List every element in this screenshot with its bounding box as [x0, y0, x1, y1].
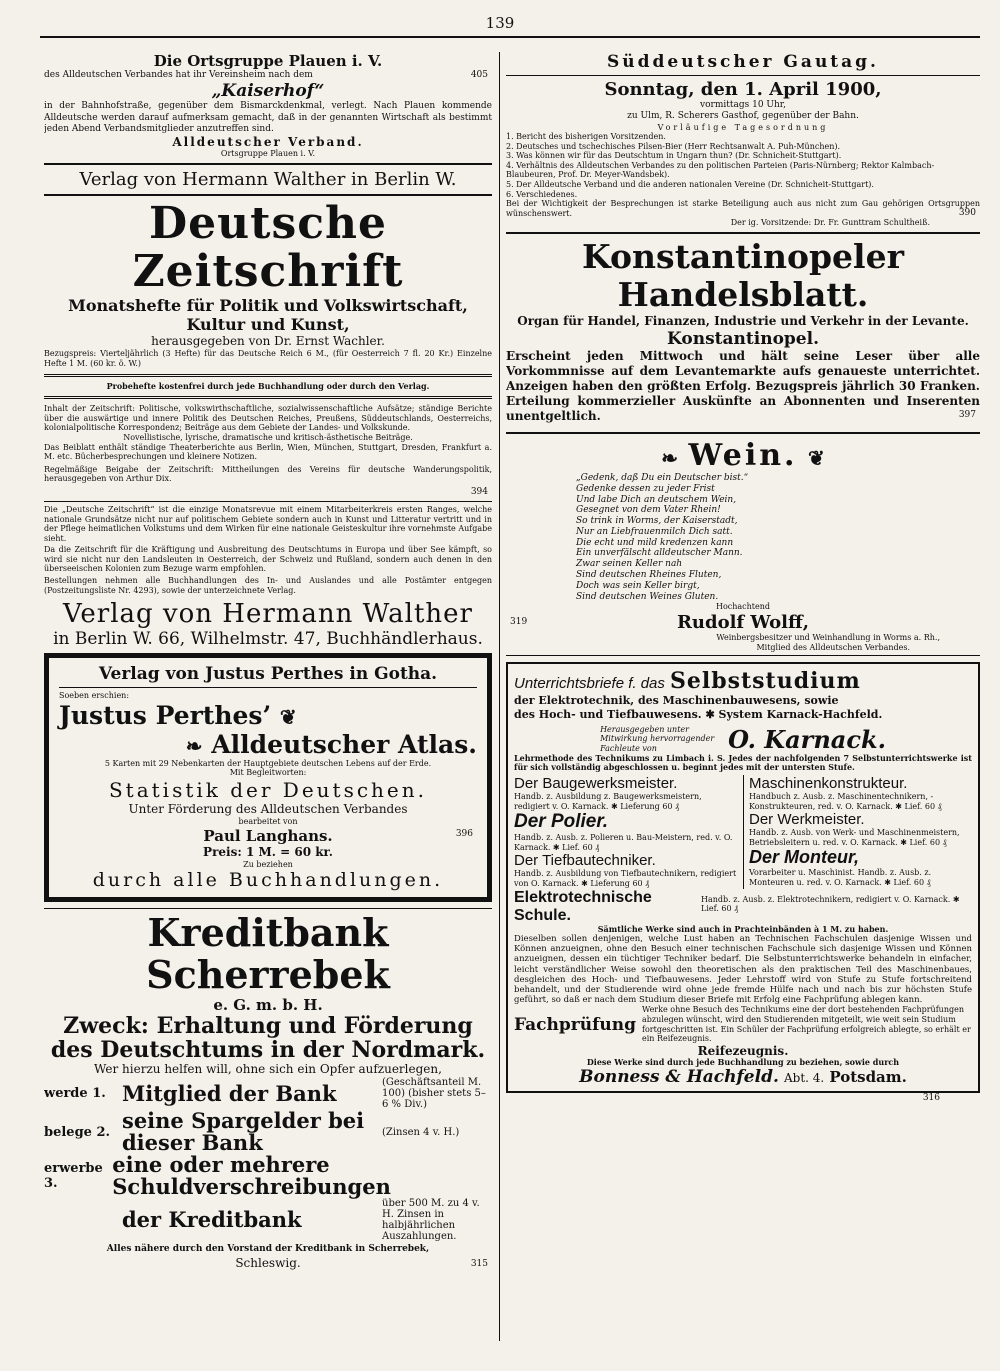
ortsgruppe-sign2: Ortsgruppe Plauen i. V. — [220, 149, 316, 158]
dz-novellistische: Novellistische, lyrische, dramatische und kritisch-ästhetische Beiträge. — [123, 432, 413, 442]
ortsgruppe-body: in der Bahnhofstraße, gegenüber dem Bismarckdenkmal, verlegt. Nach Plauen kommende Alldeutsche werden darauf aufmerksam gemacht, daß in der genannten Wirtschaft als bestimmt jeden Abend Verbandsmitglieder anzutreffen sind. — [44, 101, 492, 134]
karnack-work-5: Der Werkmeister. — [749, 811, 865, 829]
dz-verlag: Verlag von Hermann Walther — [63, 599, 473, 630]
dz-beigabe: Regelmäßige Beigabe der Zeitschrift: Mittheilungen des Vereins für deutsche Wanderungspolitik, herausgegeben von Arthur Dix. — [44, 464, 492, 484]
karnack-work-2: Der Polier. — [514, 811, 608, 833]
perthes-zu: Zu beziehen — [243, 859, 293, 869]
perthes-mit: Mit Begleitworten: — [229, 768, 307, 778]
dz-address: in Berlin W. 66, Wilhelmstr. 47, Buchhändlerhaus. — [53, 629, 483, 650]
perthes-atlas-ad — [44, 653, 492, 902]
perthes-preis: Preis: 1 M. = 60 kr. — [203, 844, 333, 859]
wein-desc: Weinbergsbesitzer und Weinhandlung in Worms a. Rh., — [716, 633, 940, 643]
dz-subtitle: Monatshefte für Politik und Volkswirtschaft, — [68, 296, 468, 316]
karnack-work-2-desc: Handb. z. Ausb. z. Polieren u. Bau-Meistern, red. v. O. Karnack. ✱ Lief. 60 ₰ — [514, 833, 733, 852]
karnack-work-7-desc: Handb. z. Ausb. z. Elektrotechnikern, redigiert v. O. Karnack. ✱ Lief. 60 ₰ — [701, 894, 960, 914]
perthes-unter: Unter Förderung des Alldeutschen Verbandes — [128, 802, 408, 817]
perthes-durch: durch alle Buchhandlungen. — [92, 869, 444, 892]
karnack-work-7: Elektrotechnische Schule. — [514, 888, 652, 924]
karnack-work-1: Der Baugewerksmeister. — [514, 774, 678, 792]
kredit-rows — [44, 1077, 492, 1242]
divider — [44, 374, 492, 377]
gautag-place: zu Ulm, R. Scherers Gasthof, gegenüber der Bahn. — [627, 111, 859, 122]
dz-inhalt: Inhalt der Zeitschrift: Politische, volkswirthschaftliche, sozialwissenschaftliche Aufsätze; ständige Berichte über die auswärtige und innere Politik des Deutschen Reiches, Preußens, Süddeutschlands, Oesterreichs, kolonialpolitische Korrespondenz; Beiträge aus dem Gebiete der Landes- und Volkskunde. — [44, 404, 492, 433]
perthes-desc: 5 Karten mit 29 Nebenkarten der Hauptgebiete deutschen Lebens auf der Erde. — [104, 758, 432, 768]
poem-line: Ein unverfälscht alldeutscher Mann. — [576, 548, 743, 559]
kredit-place: Schleswig. — [235, 1255, 301, 1270]
perthes-title-2: Alldeutscher Atlas. — [211, 729, 477, 759]
perthes-head: Verlag von Justus Perthes in Gotha. — [98, 664, 438, 685]
poem-line: Und labe Dich an deutschem Wein, — [576, 494, 737, 505]
ortsgruppe-title: Die Ortsgruppe Plauen i. V. — [153, 52, 383, 70]
poem-line: Doch was sein Keller birgt, — [576, 580, 700, 591]
ornament-icon: ❧ — [661, 445, 679, 470]
wein-ref: 319 — [510, 617, 528, 628]
dz-subtitle2: Kultur und Kunst, — [186, 315, 350, 335]
divider — [44, 908, 492, 909]
dz-paragraph-3: Bestellungen nehmen alle Buchhandlungen des In- und Auslandes und alle Postämter entgegen (Postzeitungsliste Nr. 4293), sowie der unterzeichnete Verlag. — [44, 576, 492, 595]
ornament-icon: ❦ — [807, 445, 825, 470]
ortsgruppe-line1: des Alldeutschen Verbandes hat ihr Vereinsheim nach dem — [44, 70, 313, 80]
karnack-body: Dieselben sollen denjenigen, welche Lust haben an Technischen Fachschulen dasjenige Wissen und Können anzueignen, ohne den Besuch einer technischen Fachschule sich dasjenige Wissen und Können anzueignen, dessen ein tüchtiger Techniker bedarf. Die Selbstunterrichtswerke behandeln in einfacher, leicht verständlicher Weise sowohl den theoretischen als den praktischen Teil des Maschinenbaues, desgleichen des Hoch- und Tiefbauwesens. Jeder Lehrstoff wird von Stufe zu Stufe fortschreitend behandelt, und der Studierende wird ohne jede fremde Hülfe nach und nach bis zur höchsten Stufe geführt, so daß er nach dem Studium dieser Briefe mit Erfolg eine Fachprüfung ablegen kann. — [514, 934, 972, 1006]
karnack-head3: des Hoch- und Tiefbauwesens. ✱ System Karnack-Hachfeld. — [514, 708, 883, 721]
kredit-row — [44, 1110, 492, 1154]
dz-paragraph-1: Die „Deutsche Zeitschrift“ ist die einzige Monatsrevue mit einem Mitarbeiterkreis ersten Ranges, welche nationale Grundsätze nicht nur auf politischem Gebiete sondern auch in Kunst und Litteratur vertritt und in der Pflege heimatlichen Volkstums und dem Wirken für eine nationale Geisteskultur ihre vornehmste Aufgabe sieht. — [44, 504, 492, 543]
kredit-row-text: der Kreditbank — [122, 1207, 302, 1233]
poem-line: So trink in Worms, der Kaiserstadt, — [576, 516, 738, 527]
karnack-fach: Fachprüfung — [514, 1014, 636, 1035]
konst-body: Erscheint jeden Mittwoch und hält seine Leser über alle Vorkommnisse auf dem Levantemarkte aufs genaueste unterrichtet. Anzeigen haben den größten Erfolg. Bezugspreis jährlich 30 Franken. Erteilung kommerzieller Auskünfte an Abonnenten und Inserenten unentgeltlich. — [506, 348, 980, 423]
karnack-work-4-desc: Handbuch z. Ausb. z. Maschinentechnikern, -Konstrukteuren, red. v. O. Karnack. ✱ Lief. 60 ₰ — [749, 791, 942, 811]
karnack-work-1-desc: Handb. z. Ausbildung z. Baugewerksmeistern, redigiert v. O. Karnack. ✱ Lieferung 60 ₰ — [514, 791, 702, 811]
divider — [59, 687, 477, 688]
kredit-title: Kreditbank Scherrebek — [146, 910, 390, 998]
ortsgruppe-name: „Kaiserhof“ — [211, 81, 325, 102]
gautag-agenda — [506, 132, 980, 199]
poem-line: Die echt und mild kredenzen kann — [576, 537, 734, 548]
kredit-row-text: seine Spargelder bei dieser Bank — [122, 1108, 365, 1156]
dz-bezugspreis: Bezugspreis: Vierteljährlich (3 Hefte) für das Deutsche Reich 6 M., (für Oesterreich 7 fl. 20 Kr.) Einzelne Hefte 1 M. (60 kr. ö. W.) — [44, 349, 492, 368]
gautag-ref: 390 — [958, 208, 976, 219]
karnack-body2: Werke ohne Besuch des Technikums eine der dort bestehenden Fachprüfungen abzulegen wünscht, wird den Studierenden mitgeteilt, wie weit sein Studium fortgeschritten ist. Ein Schüler der Fachprüfung erfolgreich ablegte, so erhält er ein Reifezeugnis. — [642, 1005, 971, 1044]
karnack-ref: 316 — [922, 1093, 940, 1104]
wein-name: Rudolf Wolff, — [676, 612, 810, 634]
agenda-item: 5. Der Alldeutsche Verband und die anderen nationalen Vereine (Dr. Schnicheit-Stuttgart). — [506, 180, 874, 190]
dz-editor: herausgegeben von Dr. Ernst Wachler. — [151, 334, 385, 349]
karnack-hg: Herausgegeben unter Mitwirkung hervorragender Fachleute von — [600, 724, 715, 754]
karnack-lehr: Lehrmethode des Technikums zu Limbach i. S. Jedes der nachfolgenden 7 Selbstunterrichtswerke ist für sich vollständig abgeschlossen u. beginnt jedes mit der untersten Stufe. — [514, 752, 972, 773]
kredit-row-aside: (Zinsen 4 v. H.) — [382, 1126, 460, 1138]
dz-ref: 394 — [470, 486, 488, 497]
poem-line: Sind deutschen Rheines Fluten, — [576, 570, 722, 581]
kredit-row — [44, 1198, 492, 1242]
dz-probehefte: Probehefte kostenfrei durch jede Buchhandlung oder durch den Verlag. — [106, 380, 430, 391]
poem-line: „Gedenk, daß Du ein Deutscher bist.“ — [576, 472, 749, 483]
ornament-icon: ❧ — [185, 733, 203, 758]
agenda-item: 4. Verhältnis des Alldeutschen Verbandes zu den politischen Parteien (Paris-Nürnberg; Rektor Kalmbach-Blaubeuren, Prof. Dr. Meyer-Wandsbek). — [506, 160, 935, 180]
konst-ref: 397 — [958, 409, 976, 420]
gautag-date: Sonntag, den 1. April 1900, — [604, 79, 882, 100]
ortsgruppe-notice — [44, 52, 492, 159]
agenda-item: 2. Deutsches und tschechisches Pilsen-Bier (Herr Rechtsanwalt A. Puh-München). — [506, 141, 841, 151]
wein-poem — [506, 473, 980, 603]
poem-line: Gedenke dessen zu jeder Frist — [576, 483, 715, 494]
karnack-abt: Abt. 4. — [783, 1071, 825, 1086]
divider — [506, 75, 980, 76]
column-divider — [499, 52, 500, 1341]
verlag-walther-head: Verlag von Hermann Walther in Berlin W. — [79, 168, 457, 190]
perthes-statistik: Statistik der Deutschen. — [108, 778, 428, 803]
divider — [44, 396, 492, 399]
kredit-zweck: Zweck: Erhaltung und Förderung — [63, 1012, 473, 1039]
kredit-row-label: erwerbe 3. — [44, 1161, 103, 1192]
karnack-head1: Unterrichtsbriefe f. das — [514, 675, 665, 693]
page-number: 139 — [485, 14, 515, 32]
kreditbank-ad — [44, 912, 492, 1270]
divider — [506, 232, 980, 234]
gautag-notice — [506, 52, 980, 228]
perthes-soeben: Soeben erschien: — [59, 691, 130, 701]
kredit-row-label: werde 1. — [44, 1086, 106, 1102]
dz-beiblatt: Das Beiblatt enthält ständige Theaterberichte aus Berlin, Wien, München, Stuttgart, Dresden, Frankfurt a. M. etc. Bücherbesprechungen und kleinere Notizen. — [44, 442, 492, 462]
poem-line: Nur an Liebfrauenmilch Dich satt. — [576, 526, 733, 537]
kredit-alles: Alles nähere durch den Vorstand der Kreditbank in Scherrebek, — [106, 1244, 430, 1255]
gautag-time: vormittags 10 Uhr, — [700, 100, 786, 110]
karnack-work-6: Der Monteur, — [749, 847, 860, 868]
karnack-city: Potsdam. — [829, 1068, 907, 1087]
agenda-item: 1. Bericht des bisherigen Vorsitzenden. — [506, 132, 666, 142]
kredit-row-text: eine oder mehrere Schuldverschreibungen — [112, 1152, 391, 1200]
karnack-work-4: Maschinenkonstrukteur. — [749, 774, 908, 792]
kredit-row-aside: (Geschäftsanteil M. 100) (bisher stets 5–6 % Div.) — [382, 1077, 486, 1111]
karnack-work-6-desc: Vorarbeiter u. Maschinist. Handb. z. Ausb. z. Monteuren u. red. v. O. Karnack. ✱ Lief. 60 ₰ — [749, 868, 932, 887]
kredit-row-label: belege 2. — [44, 1124, 111, 1140]
gautag-title: Süddeutscher Gautag. — [607, 52, 879, 72]
divider — [44, 501, 492, 502]
top-rule — [40, 36, 980, 38]
deutsche-zeitschrift-ad — [44, 197, 492, 650]
perthes-ref: 396 — [455, 828, 473, 839]
konst-title: Konstantinopeler Handelsblatt. — [582, 237, 904, 314]
dz-title: Deutsche Zeitschrift — [132, 197, 404, 297]
konst-city: Konstantinopel. — [667, 328, 819, 349]
perthes-author: Paul Langhans. — [203, 826, 333, 845]
divider — [44, 194, 492, 196]
divider — [506, 655, 980, 656]
poem-line: Gesegnet von dem Vater Rhein! — [576, 505, 721, 516]
karnack-ad — [506, 662, 980, 1093]
karnack-head1b: Selbststudium — [670, 668, 861, 695]
karnack-name: O. Karnack. — [728, 724, 886, 754]
kredit-ref: 315 — [470, 1258, 488, 1269]
konstantinopel-ad — [506, 238, 980, 428]
dz-paragraph-2: Da die Zeitschrift für die Kräftigung und Ausbreitung des Deutschtums in Europa und über See kämpft, so wird sie nicht nur den Landsleuten in Oesterreich, der Schweiz und Rußland, sondern auch denen in den überseeischen Kolonien zum Bezuge warm empfohlen. — [44, 545, 492, 574]
wein-hoch: Hochachtend — [715, 602, 771, 612]
karnack-reife: Reifezeugnis. — [697, 1043, 789, 1058]
perthes-title-1: Justus Perthes’ — [59, 700, 272, 730]
karnack-work-3: Der Tiefbautechniker. — [514, 852, 656, 870]
konst-organ: Organ für Handel, Finanzen, Industrie und Verkehr in der Levante. — [517, 313, 969, 328]
gautag-sign: Der ig. Vorsitzende: Dr. Fr. Gunttram Schultheiß. — [730, 218, 930, 228]
left-column — [44, 52, 492, 1351]
kredit-row — [44, 1077, 492, 1110]
gautag-agenda-head: Vorläufige Tagesordnung — [657, 122, 829, 132]
karnack-dieses: Diese Werke sind durch jede Buchhandlung zu beziehen, sowie durch — [586, 1056, 900, 1067]
wein-ad — [506, 438, 980, 652]
ortsgruppe-ref: 405 — [470, 70, 488, 80]
agenda-item: 3. Was können wir für das Deutschtum in Ungarn thun? (Dr. Schnicheit-Stuttgart). — [506, 151, 842, 161]
gautag-note: Bei der Wichtigkeit der Besprechungen ist starke Beteiligung auch aus nicht zum Gau gehörigen Ortsgruppen wünschenswert. — [506, 199, 980, 218]
kredit-row-aside: über 500 M. zu 4 v. H. Zinsen in halbjährlichen Auszahlungen. — [382, 1198, 480, 1243]
karnack-work-5-desc: Handb. z. Ausb. von Werk- und Maschinenmeistern, Betriebsleitern u. red. v. O. Karnack. ✱ Lief. 60 ₰ — [749, 828, 960, 847]
divider — [506, 432, 980, 434]
agenda-item: 6. Verschiedenes. — [506, 189, 578, 199]
karnack-work-3-desc: Handb. z. Ausbildung von Tiefbautechnikern, redigiert von O. Karnack. ✱ Lieferung 60 ₰ — [514, 869, 737, 888]
karnack-publisher: Bonness & Hachfeld. — [579, 1067, 779, 1088]
karnack-head2: der Elektrotechnik, des Maschinenbauwesens, sowie — [514, 694, 839, 708]
kredit-wer: Wer hierzu helfen will, ohne sich ein Opfer aufzuerlegen, — [94, 1062, 442, 1077]
karnack-alle: Sämtliche Werke sind auch in Prachteinbänden à 1 M. zu haben. — [597, 923, 889, 934]
divider — [44, 163, 492, 165]
wein-title: Wein. — [688, 437, 798, 473]
kredit-row-text: Mitglied der Bank — [122, 1080, 337, 1106]
perthes-bearb: bearbeitet von — [238, 817, 298, 827]
poem-line: Sind deutschen Weines Gluten. — [576, 591, 719, 602]
wein-desc2: Mitglied des Alldeutschen Verbandes. — [756, 642, 910, 652]
ortsgruppe-sign: Alldeutscher Verband. — [172, 135, 364, 149]
kredit-row — [44, 1154, 492, 1198]
kredit-sub: e. G. m. b. H. — [213, 995, 323, 1014]
ornament-icon: ❦ — [279, 704, 297, 729]
poem-line: Zwar seinen Keller nah — [576, 559, 683, 570]
right-column — [506, 52, 980, 1351]
kredit-zweck2: des Deutschtums in der Nordmark. — [50, 1037, 486, 1063]
